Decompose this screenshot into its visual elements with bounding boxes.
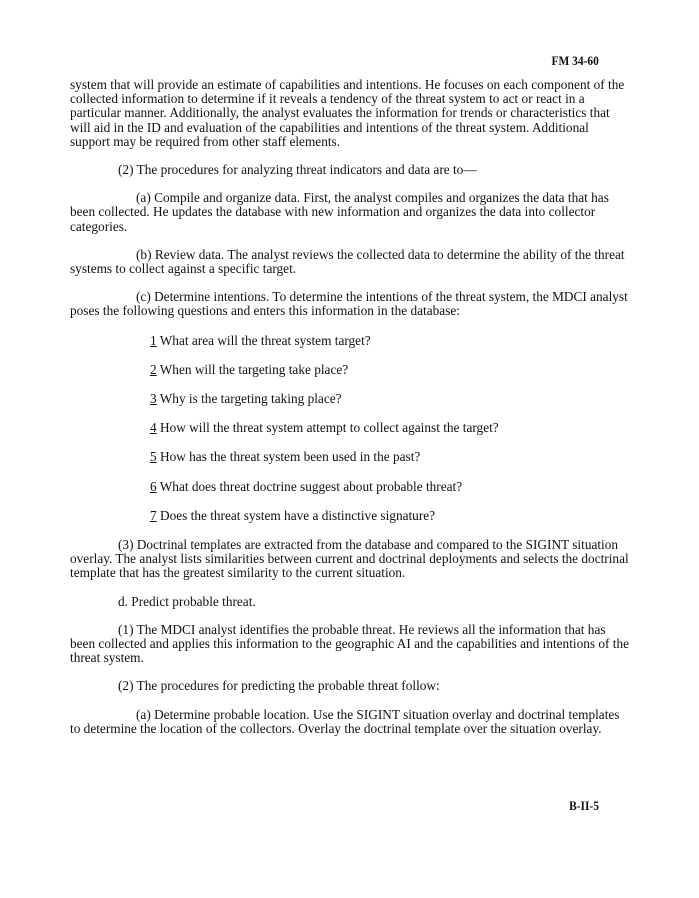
paragraph-determine-intentions: (c) Determine intentions. To determine the intentions of the threat system, the MDCI analyst poses the following questions and enters this information in the database: — [70, 289, 628, 319]
paragraph-determine-location: (a) Determine probable location. Use the SIGINT situation overlay and doctrinal templates to determine the location of the collectors. Overlay the doctrinal template over the situation overlay. — [70, 706, 620, 736]
question-item — [70, 363, 630, 377]
question-text: Why is the targeting taking place? — [156, 391, 342, 407]
question-number: 7 — [150, 507, 157, 523]
paragraph-procedures-analyzing: (2) The procedures for analyzing threat indicators and data are to— — [118, 162, 477, 178]
paragraph-doctrinal-templates: (3) Doctrinal templates are extracted from the database and compared to the SIGINT situation overlay. The analyst lists similarities between current and doctrinal deployments and selects the doctrinal template that has the greatest similarity to the current situation. — [70, 537, 629, 581]
question-item — [70, 480, 630, 494]
header-doc-id: FM 34-60 — [551, 53, 599, 68]
question-text: How will the threat system attempt to collect against the target? — [156, 420, 499, 436]
paragraph-identify-threat: (1) The MDCI analyst identifies the probable threat. He reviews all the information that has been collected and applies this information to the geographic AI and the capabilities and intentions of the threat system. — [70, 621, 630, 666]
question-number: 1 — [150, 332, 157, 348]
question-number: 6 — [150, 478, 157, 494]
question-text: What area will the threat system target? — [156, 332, 371, 348]
question-item — [70, 509, 630, 523]
paragraph-procedures-predicting: (2) The procedures for predicting the probable threat follow: — [118, 678, 440, 694]
question-item — [70, 392, 630, 406]
paragraph-compile-organize: (a) Compile and organize data. First, the analyst compiles and organizes the data that has been collected. He updates the database with new information and organizes the data into collector categories. — [70, 190, 609, 234]
question-text: Does the threat system have a distinctive signature? — [156, 507, 436, 523]
body-text — [70, 78, 630, 736]
question-text: What does threat doctrine suggest about probable threat? — [156, 478, 463, 494]
paragraph-intro: system that will provide an estimate of capabilities and intentions. He focuses on each component of the collected information to determine if it reveals a tendency of the threat system to act or react in a particular manner. Additionally, the analyst evaluates the information for trends or characteristics that will aid in the ID and evaluation of the capabilities and intentions of the threat system. Additional support may be required from other staff elements. — [70, 77, 625, 149]
question-item — [70, 421, 630, 435]
question-number: 4 — [150, 420, 157, 436]
question-text: When will the targeting take place? — [156, 361, 349, 377]
paragraph-review-data: (b) Review data. The analyst reviews the collected data to determine the ability of the threat systems to collect against a specific target. — [70, 246, 625, 277]
question-text: How has the threat system been used in the past? — [156, 449, 421, 465]
question-number: 2 — [150, 361, 157, 377]
paragraph-predict-threat: d. Predict probable threat. — [118, 593, 256, 609]
question-item — [70, 450, 630, 464]
question-number: 3 — [150, 391, 157, 407]
footer-page-number: B-II-5 — [569, 798, 599, 813]
question-item — [70, 334, 630, 348]
question-number: 5 — [150, 449, 157, 465]
